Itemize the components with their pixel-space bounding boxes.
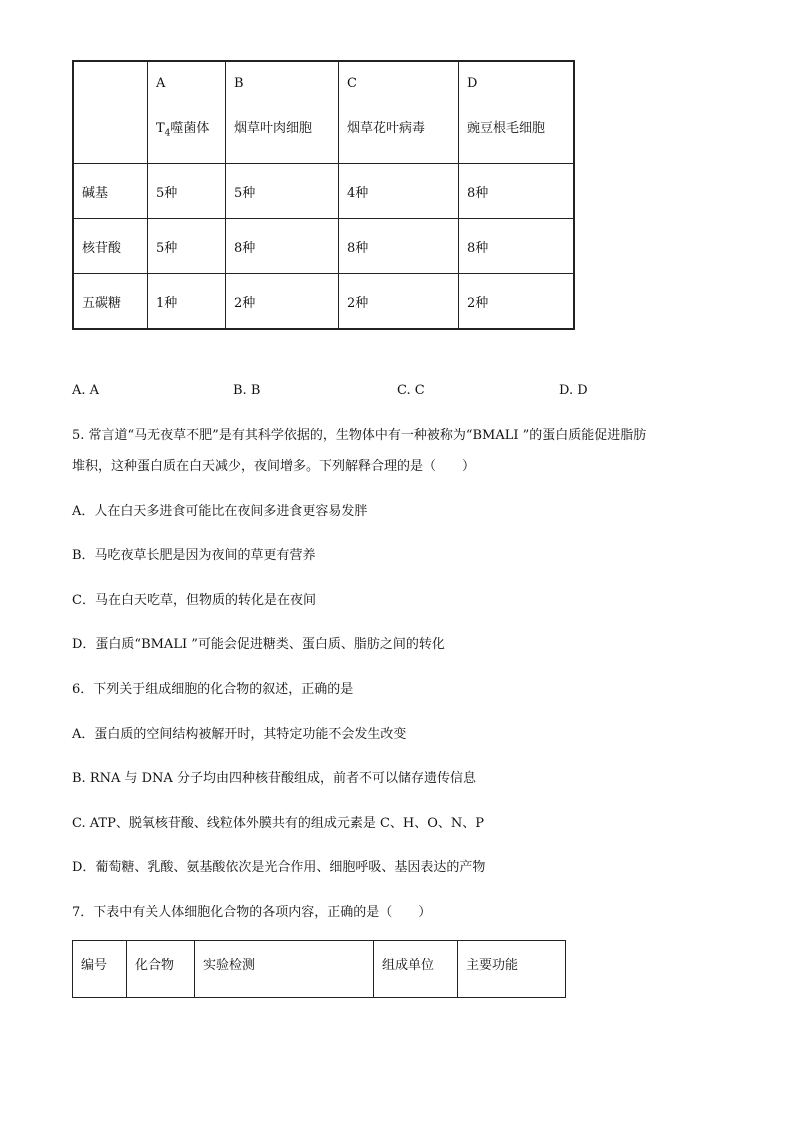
- table-header-row: [73, 941, 566, 998]
- table-header-cell: 组成单位: [374, 941, 458, 998]
- table-cell: 1种: [148, 274, 226, 330]
- q6-option-b: B. RNA 与 DNA 分子均由四种核苷酸组成，前者不可以储存遗传信息: [72, 771, 476, 786]
- q5-option-d: D．蛋白质“BMALI ”可能会促进糖类、蛋白质、脂肪之间的转化: [72, 637, 445, 652]
- table-cell: 2种: [226, 274, 339, 330]
- q6-stem: 6．下列关于组成细胞的化合物的叙述，正确的是: [72, 682, 354, 697]
- table-cell: 8种: [226, 219, 339, 274]
- table-header-cell: A $T_4$噬菌体: [148, 61, 226, 164]
- table-cell: 8种: [459, 219, 575, 274]
- q4-option-c: C. C: [397, 383, 425, 398]
- row-label: 五碳糖: [73, 274, 148, 330]
- table-row: [73, 219, 574, 274]
- table-header-cell: B 烟草叶肉细胞: [226, 61, 339, 164]
- table-header-cell: 主要功能: [458, 941, 566, 998]
- q5-option-b: B．马吃夜草长肥是因为夜间的草更有营养: [72, 548, 316, 563]
- nucleic-acid-table: [72, 60, 575, 330]
- q5-option-a: A．人在白天多进食可能比在夜间多进食更容易发胖: [72, 504, 368, 519]
- table-cell: 8种: [459, 164, 575, 219]
- table-header-cell: D 豌豆根毛细胞: [459, 61, 575, 164]
- q5-stem-line2: 堆积，这种蛋白质在白天减少，夜间增多。下列解释合理的是（ ）: [72, 459, 476, 474]
- q7-stem: 7．下表中有关人体细胞化合物的各项内容，正确的是（ ）: [72, 905, 432, 920]
- table-cell: 2种: [339, 274, 459, 330]
- table-corner-cell: [73, 61, 148, 164]
- q6-option-a: A．蛋白质的空间结构被解开时，其特定功能不会发生改变: [72, 727, 407, 742]
- table-header-cell: 化合物: [127, 941, 195, 998]
- table-cell: 8种: [339, 219, 459, 274]
- table-cell: 4种: [339, 164, 459, 219]
- table-cell: 5种: [148, 219, 226, 274]
- table-header-cell: 编号: [73, 941, 127, 998]
- table-header-cell: C 烟草花叶病毒: [339, 61, 459, 164]
- table-row: [73, 274, 574, 330]
- row-label: 核苷酸: [73, 219, 148, 274]
- table-cell: 2种: [459, 274, 575, 330]
- table-cell: 5种: [148, 164, 226, 219]
- table-cell: 5种: [226, 164, 339, 219]
- table-row: [73, 164, 574, 219]
- compound-table: [72, 940, 566, 998]
- table-header-row: [73, 61, 574, 164]
- row-label: 碱基: [73, 164, 148, 219]
- q6-option-d: D．葡萄糖、乳酸、氨基酸依次是光合作用、细胞呼吸、基因表达的产物: [72, 860, 486, 875]
- q4-option-b: B. B: [233, 383, 261, 398]
- q6-option-c: C. ATP、脱氧核苷酸、线粒体外膜共有的组成元素是 C、H、O、N、P: [72, 816, 485, 831]
- q4-option-a: A. A: [72, 383, 100, 398]
- q5-stem-line1: 5. 常言道“马无夜草不肥”是有其科学依据的，生物体中有一种被称为“BMALI ”的蛋白质能促进脂肪: [72, 428, 647, 443]
- q4-option-d: D. D: [559, 383, 588, 398]
- q5-option-c: C．马在白天吃草，但物质的转化是在夜间: [72, 593, 316, 608]
- table-header-cell: 实验检测: [195, 941, 374, 998]
